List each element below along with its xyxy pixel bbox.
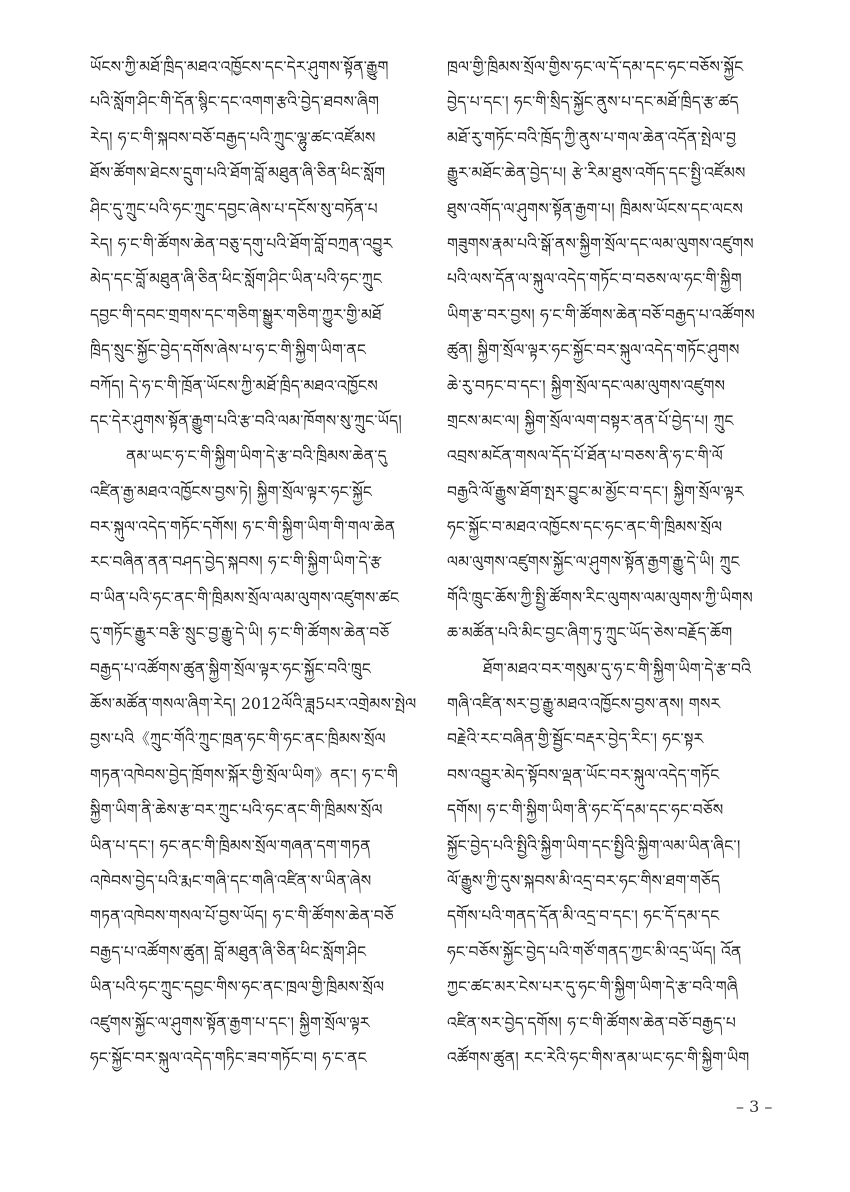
text-line: མཐོ་རུ་གཏོང་བའི་ཁྲོད་ཀྱི་ནུས་པ་གལ་ཆེན་འདོན་སྤེལ་བྱ <box>447 128 737 147</box>
text-line: ལོ་རྒྱུས་ཀྱི་དུས་སྐབས་མི་འདྲ་བར་ཧང་གིས་ཐག་གཅོད <box>447 871 721 890</box>
text-line: ཧང་སྐྱོང་བ་མཐའ་འཁྱོངས་དང་ཧང་ནང་གི་ཁྲིམས་སྲོལ <box>447 518 723 537</box>
text-line: གོའི་ཁྲུང་ཆོས་ཀྱི་སྤྱི་ཚོགས་རིང་ལུགས་ལམ་ལུགས་ཀྱི་ཡིགས <box>447 588 753 607</box>
text-line: ཡིག་རྩ་བར་བྱས། ཧ་ང་གི་ཚོགས་ཆེན་བཅོ་བརྒྱད་པ་འཚོགས <box>447 305 755 324</box>
text-line: མེད་དང་བློ་མཐུན་ཞི་ཅིན་ཕིང་སློག་ཤིང་ཡིན་པའི་ཧང་ཀྲུང <box>90 270 383 289</box>
text-line: ཡིན་པའི་ཧང་ཀྲུང་དབྱང་གིས་ཧང་ནང་ཁྲལ་གྱི་ཁྲིམས་སྲོལ <box>90 978 385 997</box>
text-line: ཀྱང་ཚང་མར་ངེས་པར་དུ་ཧང་གི་སྐྱིག་ཡིག་དེ་རྩ་བའི་གཞི <box>447 978 738 997</box>
text-line: ཡོངས་ཀྱི་མཐོ་ཁྲིད་མཐའ་འཁྱོངས་དང་དེར་ཤུགས་སྟོན་རྒྱུག <box>90 58 389 76</box>
text-line: ཁྲིད་སྲུང་སྐྱོང་བྱེད་དགོས་ཞེས་པ་ཧ་ང་གི་སྐྱིག་ཡིག་ནང <box>90 341 367 360</box>
text-line: གཞི་འཛིན་སར་བྱ་རྒྱུ་མཐའ་འཁྱོངས་བྱས་ནས། གསར <box>447 695 721 714</box>
left-column <box>90 50 425 1076</box>
text-line: བརྒྱད་པ་འཚོགས་ཚུན། བློ་མཐུན་ཞི་ཅིན་ཕིང་སློག་ཤིང <box>90 942 367 961</box>
text-line: འཛུགས་སྐྱོང་ལ་ཤུགས་སྟོན་རྒྱག་པ་དང་། སྐྱིག་སྲོལ་ལྟར <box>90 1013 370 1032</box>
text-line: བས་འབྱུར་མེད་སྟོབས་ལྡན་ཡོང་བར་སྐུལ་འདེད་གཏོང <box>447 765 720 784</box>
text-line: བར་སྐུལ་འདེད་གཏོང་དགོས། ཧ་ང་གི་སྐྱིག་ཡིག་གི་གལ་ཆེན <box>90 518 396 537</box>
text-line: ཧང་སྐྱོང་བར་སྐུལ་འདེད་གཏིང་ཟབ་གཏོང་བ། ཧ་ང་ནང <box>90 1048 367 1067</box>
text-line: འཛིན་སར་བྱེད་དགོས། ཧ་ང་གི་ཚོགས་ཆེན་བཅོ་བརྒྱད་པ <box>447 1013 736 1032</box>
text-line: ཤིང་དུ་ཀྲུང་པའི་ཧང་ཀྲུང་དབྱང་ཞེས་པ་དངོས་སུ་བཏོན་པ <box>90 199 378 218</box>
text-line: ཆོས་མཚོན་གསལ་ཞིག་རེད། 2012ལོའི་ཟླ5པར་འགྲེམས་སྤེལ <box>90 695 417 714</box>
text-line: འཁེབས་བྱེད་པའི་རྨང་གཞི་དང་གཞི་འཛིན་ས་ཡིན་ཞེས <box>90 871 372 890</box>
text-line: དབྱང་གི་དབང་གྲགས་དང་གཅིག་སྒྱུར་གཅིག་ཀྱུར་གྱི་མཐོ <box>90 305 382 324</box>
text-line: དགོས། ཧ་ང་གི་སྐྱིག་ཡིག་ནི་ཧང་དོ་དམ་དང་ཧང་བཅོས <box>447 801 724 820</box>
text-line: ཚུན། སྐྱིག་སྲོལ་ལྟར་ཧང་སྐྱོང་བར་སྐུལ་འདེད་གཏོང་ཤུགས <box>447 341 740 360</box>
text-line: འབྲས་མངོན་གསལ་དོད་པོ་ཐོན་པ་བཅས་ནི་ཧ་ང་གི་ལོ <box>447 447 723 466</box>
text-line: རང་བཞིན་ནན་བཤད་བྱེད་སྐབས། ཧ་ང་གི་སྐྱིག་ཡིག་དེ་རྩ <box>90 553 382 572</box>
text-line: བརྒྱད་པ་འཚོགས་ཚུན་སྐྱིག་སྲོལ་ལྟར་ཧང་སྐྱོང་བའི་ཁྲུང <box>90 659 372 678</box>
text-line: པའི་སློག་ཤིང་གི་དོན་སྙིང་དང་འགག་རྩའི་བྱེད་ཐབས་ཞིག <box>90 93 380 112</box>
text-line: རེད། ཧ་ང་གི་སྐབས་བཅོ་བརྒྱད་པའི་ཀྲུང་ལྷུ་ཚང་འཛོམས <box>90 128 376 147</box>
text-line: ཧང་བཅོས་སྐྱོང་བྱེད་པའི་གཙོ་གནད་ཀྱང་མི་འདྲ་ཡོད། འོན <box>447 942 742 961</box>
text-line: བྱས་པའི《ཀྲུང་གོའི་ཀྲུང་ཁྲན་ཧང་གི་ཧང་ནང་ཁྲིམས་སྲོལ <box>90 730 386 749</box>
text-line: སྐྱོང་བྱེད་པའི་སྤྱིའི་སྐྱིག་ཡིག་དང་སྤྱིའི་སྐྱིག་ལམ་ཡིན་ཞིང་། <box>447 836 741 855</box>
text-line: བརྗེའི་རང་བཞིན་གྱི་སྦྱོང་བརྡར་བྱེད་རིང་། ཧང་སྟར <box>447 730 704 749</box>
text-line: ནམ་ཡང་ཧ་ང་གི་སྐྱིག་ཡིག་དེ་རྩ་བའི་ཁྲིམས་ཆེན་དུ <box>126 447 387 466</box>
text-line: ཆེ་རུ་བཏང་བ་དང་། སྐྱིག་སྲོལ་དང་ལམ་ལུགས་འཛུགས <box>447 376 726 395</box>
text-line: འཛིན་རྒྱ་མཐའ་འཁྱོངས་བྱས་ཏེ། སྐྱིག་སྲོལ་ལྟར་ཧང་སྐྱོང <box>90 482 373 501</box>
text-line: རྒྱུར་མཐོང་ཆེན་བྱེད་པ། རྩེ་རིམ་ཐུས་འགོད་དང་སྤྱི་འཛོམས <box>447 164 746 183</box>
text-line: གྲངས་མང་ལ། སྐྱིག་སྲོལ་ལག་བསྟར་ནན་པོ་བྱེད་པ། ཀྲུང <box>447 411 734 430</box>
text-line: ཁྲལ་གྱི་ཁྲིམས་སྲོལ་གྱིས་ཧང་ལ་དོ་དམ་དང་ཧང་བཅོས་སྐྱོང <box>447 58 744 76</box>
text-line: དགོས་པའི་གནད་དོན་མི་འདྲ་བ་དང་། ཧང་དོ་དམ་དང <box>447 907 720 926</box>
text-line: པའི་ལས་དོན་ལ་སྐུལ་འདེད་གཏོང་བ་བཅས་ལ་ཧང་གི་སྐྱིག <box>447 270 742 289</box>
text-line: སྐྱིག་ཡིག་ནི་ཆེས་རྩ་བར་ཀྲུང་པའི་ཧང་ནང་གི་ཁྲིམས་སྲོལ <box>90 801 383 820</box>
text-line: ལམ་ལུགས་འཛུགས་སྐྱོང་ལ་ཤུགས་སྟོན་རྒྱག་རྒྱུ་དེ་ཡི། ཀྲུང <box>447 553 740 572</box>
text-line: བཀོད། དེ་ཧ་ང་གི་ཁྲོན་ཡོངས་ཀྱི་མཐོ་ཁྲིད་མཐའ་འཁྱོངས <box>90 376 378 395</box>
text-line: གཏན་འཁེབས་བྱེད་ཁྲོགས་སྐོར་གྱི་སྲོལ་ཡིག》ནང་། ཧ་ང་གི <box>90 765 398 784</box>
text-line: ཐུས་འགོད་ལ་ཤུགས་སྟོན་རྒྱག་པ། ཁྲིམས་ཡོངས་དང་ལངས <box>447 199 744 218</box>
text-line: ཐོས་ཚོགས་ཐེངས་དྲུག་པའི་ཐོག་བློ་མཐུན་ཞི་ཅིན་ཕིང་སློག <box>90 164 386 183</box>
text-line: རེད། ཧ་ང་གི་ཚོགས་ཆེན་བཅུ་དགུ་པའི་ཐོག་བློ་བཀྲན་འབྱུར <box>90 234 393 253</box>
text-line: ཐོག་མཐའ་བར་གསུམ་དུ་ཧ་ང་གི་སྐྱིག་ཡིག་དེ་རྩ་བའི <box>483 659 752 678</box>
text-line: བྱེད་པ་དང་། ཧང་གི་སྲིད་སྐྱོང་ནུས་པ་དང་མཐོ་ཁྲིད་རྩ་ཚད <box>447 93 739 112</box>
text-line: བརྒྱའི་ལོ་རྒྱུས་ཐོག་སྤར་བྱུང་མ་མྱོང་བ་དང་། སྐྱིག་སྲོལ་ལྟར <box>447 482 744 501</box>
text-line: གཟུགས་རྣམ་པའི་སྒོ་ནས་སྐྱིག་སྲོལ་དང་ལམ་ལུགས་འཛུགས <box>447 234 754 253</box>
text-line: དུ་གཏོང་རྒྱུར་བརྩི་སྲུང་བྱ་རྒྱུ་དེ་ཡི། ཧ་ང་གི་ཚོགས་ཆེན་བཅོ <box>90 624 390 643</box>
right-column <box>447 50 785 1076</box>
text-line: གཏན་འཁེབས་གསལ་པོ་བྱས་ཡོད། ཧ་ང་གི་ཚོགས་ཆེན་བཅོ <box>90 907 394 926</box>
page-number: – 3 – <box>736 1097 773 1116</box>
text-line: འཚོགས་ཚུན། རང་རེའི་ཧང་གིས་ནམ་ཡང་ཧང་གི་སྐྱིག་ཡིག <box>447 1048 750 1067</box>
text-line: ཡིན་པ་དང་། ཧང་ནང་གི་ཁྲིམས་སྲོལ་གཞན་དག་གཏན <box>90 836 371 855</box>
text-line: བ་ཡིན་པའི་ཧང་ནང་གི་ཁྲིམས་སྲོལ་ལམ་ལུགས་འཛུགས་ཚང <box>90 588 400 607</box>
text-line: ཆ་མཚོན་པའི་མིང་བྱང་ཞིག་ཏུ་ཀྲུང་ཡོད་ཅེས་བརྗོད་ཆོག <box>447 624 733 643</box>
text-line: དང་དེར་ཤུགས་སྟོན་རྒྱུག་པའི་རྩ་བའི་ལམ་ཁོགས་སུ་ཀྲུང་ཡོད། <box>90 411 402 430</box>
